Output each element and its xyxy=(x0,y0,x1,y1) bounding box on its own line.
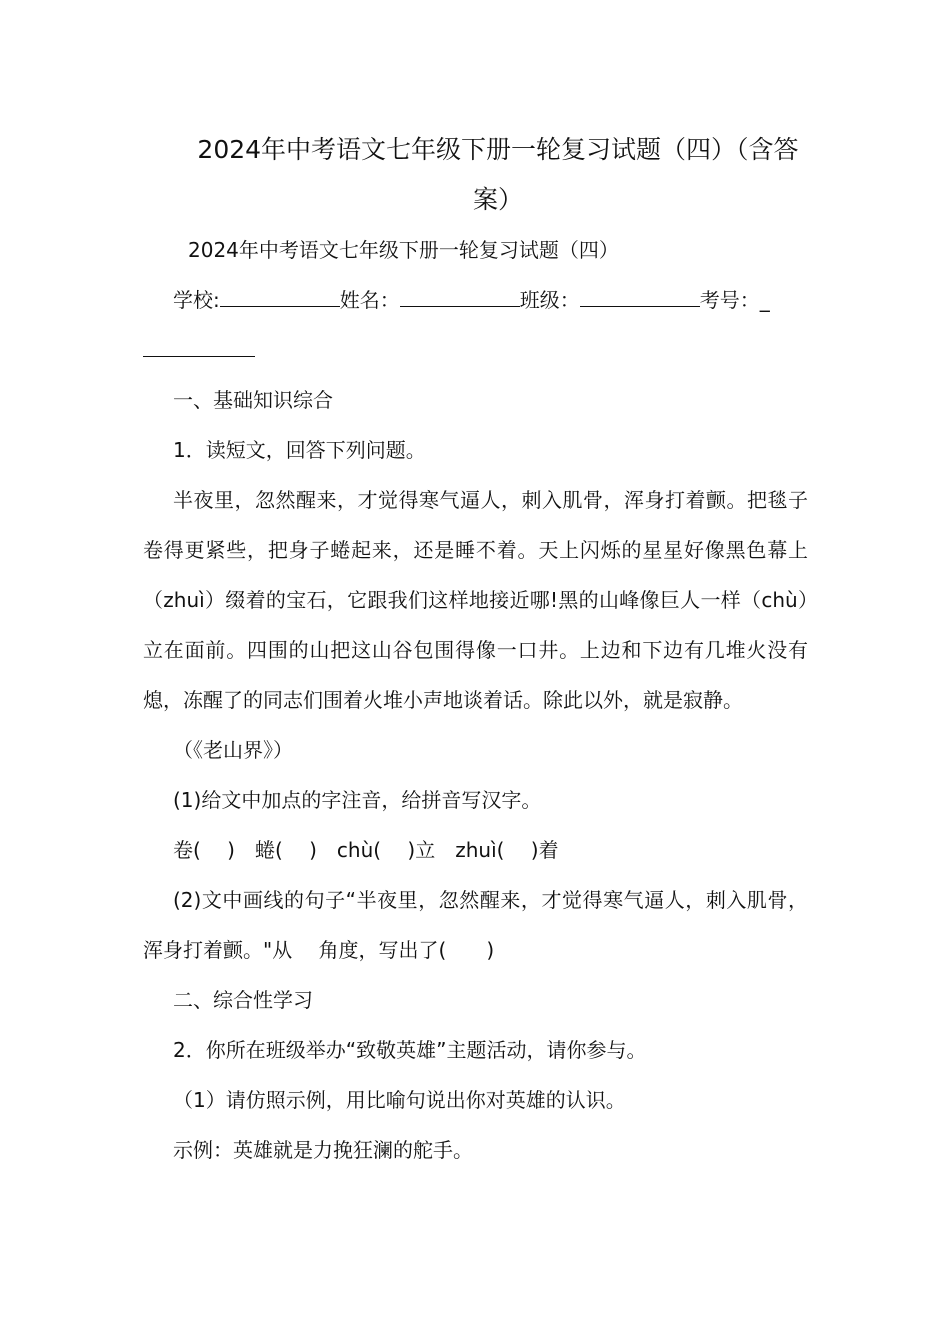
number-blank-line xyxy=(143,325,808,375)
passage-source: （《老山界》） xyxy=(173,738,293,762)
question2-intro: 2．你所在班级举办“致敬英雄”主题活动，请你参与。 xyxy=(173,1038,647,1062)
section2-heading: 二、综合性学习 xyxy=(173,988,313,1012)
question2-example: 示例：英雄就是力挽狂澜的舵手。 xyxy=(173,1138,473,1162)
question1-sub2: (2)文中画线的句子“半夜里，忽然醒来，才觉得寒气逼人，刺入肌骨，浑身打着颤。"从 角度，写出了( ) xyxy=(143,888,808,962)
document-page xyxy=(143,125,808,1175)
name-blank xyxy=(400,284,520,307)
student-info-line xyxy=(143,275,808,325)
section1-heading: 一、基础知识综合 xyxy=(173,388,333,412)
school-blank xyxy=(220,284,340,307)
number-blank xyxy=(143,334,255,357)
question2-sub1: （1）请仿照示例，用比喻句说出你对英雄的认识。 xyxy=(173,1088,626,1112)
name-label: 姓名： xyxy=(339,288,400,312)
document-subtitle: 2024年中考语文七年级下册一轮复习试题（四） xyxy=(188,238,619,262)
class-label: 班级： xyxy=(519,288,580,312)
reading-passage: 半夜里，忽然醒来，才觉得寒气逼人，刺入肌骨，浑身打着颤。把毯子卷得更紧些，把身子蜷起来，还是睡不着。天上闪烁的星星好像黑色幕上（zhuì）缀着的宝石，它跟我们这样地接近哪!黑的山峰像巨人一样（chù）立在面前。四围的山把这山谷包围得像一口井。上边和下边有几堆火没有熄，冻醒了的同志们围着火堆小声地谈着话。除此以外，就是寂静。 xyxy=(143,488,808,712)
class-blank xyxy=(580,284,700,307)
school-label: 学校: xyxy=(173,288,220,312)
number-label: 考号：_ xyxy=(699,288,770,312)
question1-intro: 1．读短文，回答下列问题。 xyxy=(173,438,426,462)
document-title: 2024年中考语文七年级下册一轮复习试题（四）（含答案） xyxy=(197,135,799,214)
question1-sub1-items: 卷( ) 蜷( ) chù( )立 zhuì( )着 xyxy=(173,838,559,862)
question1-sub1: (1)给文中加点的字注音，给拼音写汉字。 xyxy=(173,788,542,812)
